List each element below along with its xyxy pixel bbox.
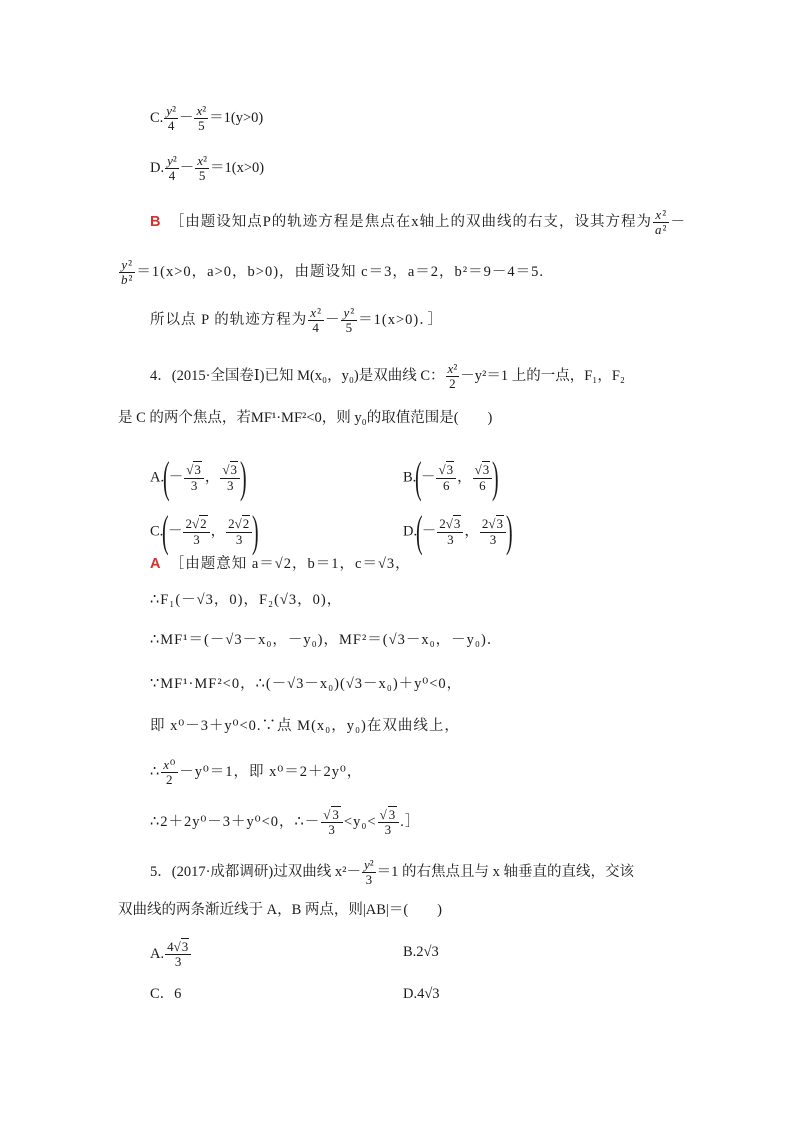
q4-option-b: B.(－ $\frac{√3}{6}$ ， $\frac{√3}{6}$ ) <box>403 453 499 502</box>
q4-option-c: C.(－ $\frac{2√2}{3}$ ， $\frac{2√2}{3}$ ) <box>150 507 259 556</box>
q4-solution-line5: 即 x⁰－3＋y⁰<0.∵点 M(x₀，y₀)在双曲线上， <box>150 718 460 734</box>
q5-option-c: C．6 <box>150 986 182 1002</box>
q5-option-b: B.2√3 <box>403 944 439 960</box>
q3-option-c: C. $\frac{\text{y²}}{4}$ － $\frac{\text{x²}}{5}$ ＝1(y>0) <box>150 103 264 134</box>
q3-solution-line3: 所以点 P 的轨迹方程为 $\frac{\text{x²}}{4}$ － $\frac{\text{y²}}{5}$ ＝1(x>0)．］ <box>150 305 443 336</box>
q3-option-d: D. $\frac{\text{y²}}{4}$ － $\frac{\text{x²}}{5}$ ＝1(x>0) <box>150 153 265 184</box>
q4-option-a: A.(－ $\frac{√3}{3}$ ， $\frac{√3}{3}$ ) <box>150 453 247 502</box>
q4-stem-line2: 是 C 的两个焦点，若MF¹·MF²<0，则 y₀的取值范围是( ) <box>118 410 493 426</box>
q3-answer: B <box>150 214 162 231</box>
q4-solution-line6: ∴ $\frac{\text{x⁰}}{2}$ －y⁰＝1，即 x⁰＝2＋2y⁰， <box>150 757 363 788</box>
q4-solution-line7: ∴2＋2y⁰－3＋y⁰<0，∴－ $\frac{√3}{3}$ <y₀< $\frac{√3}{3}$ .］ <box>150 807 421 838</box>
q4-option-d: D.(－ $\frac{2√3}{3}$ ， $\frac{2√3}{3}$ ) <box>403 507 513 556</box>
q4-solution-line2: ∴F₁(－√3，0)，F₂(√3，0)， <box>150 592 343 608</box>
q3-solution-line1: B ［由题设知点P的轨迹方程是焦点在x轴上的双曲线的右支，设其方程为 $\frac{\text{x²}}{\text{a²}}$ － <box>150 207 686 238</box>
q4-answer: A <box>150 556 162 572</box>
q5-option-d: D.4√3 <box>403 986 440 1002</box>
q4-solution-line3: ∴MF¹＝(－√3－x₀，－y₀)，MF²＝(√3－x₀，－y₀)． <box>150 632 503 648</box>
q4-stem-line1: 4．(2015·全国卷Ⅰ)已知 M(x₀，y₀)是双曲线 C： $\frac{\text{x²}}{2}$ －y²＝1 上的一点，F₁，F₂ <box>150 361 625 392</box>
q5-option-a: A. $\frac{4√3}{3}$ <box>150 940 192 970</box>
q5-stem-line1: 5．(2017·成都调研)过双曲线 x²－ $\frac{\text{y²}}{3}$ ＝1 的右焦点且与 x 轴垂直的直线，交该 <box>150 857 635 888</box>
q5-stem-line2: 双曲线的两条渐近线于 A，B 两点，则|AB|＝( ) <box>118 902 442 918</box>
q3-solution-line2: $\frac{\text{y²}}{\text{b²}}$ ＝1(x>0，a>0，b>0)，由题设知 c＝3，a＝2，b²＝9－4＝5. <box>121 257 544 288</box>
q4-solution-line4: ∵MF¹·MF²<0，∴(－√3－x₀)(√3－x₀)＋y⁰<0， <box>150 676 463 692</box>
q4-solution-line1: A ［由题意知 a＝√2，b＝1，c＝√3， <box>150 556 411 572</box>
